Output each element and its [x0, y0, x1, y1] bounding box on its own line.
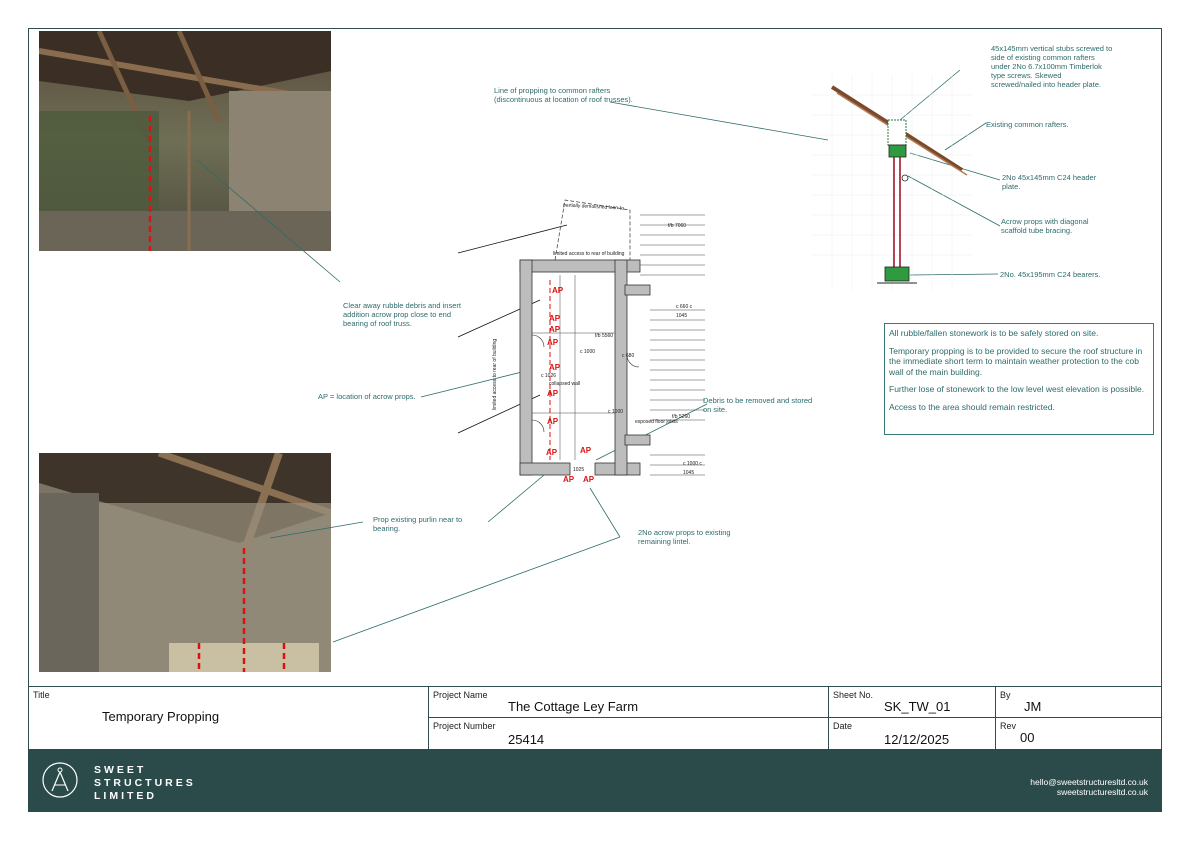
ap-marker: AP — [552, 286, 564, 295]
brand-line: LIMITED — [94, 790, 157, 802]
title-label: Title — [33, 690, 50, 700]
prop-section-detail — [812, 75, 972, 290]
plan-label-dim6: c 1026 — [541, 373, 557, 379]
by-label: By — [1000, 690, 1011, 700]
ap-marker: AP — [583, 475, 595, 484]
brand-line: STRUCTURES — [94, 777, 196, 789]
plan-label-partial-demo: partially demolished lean-to — [562, 202, 625, 212]
plan-label-r1: f/b 7060 — [668, 223, 687, 229]
note-acrow-lintel: 2No acrow props to existing remaining lintel. — [638, 528, 731, 546]
note-bearers: 2No. 45x195mm C24 bearers. — [1000, 270, 1101, 279]
note-paragraph: Access to the area should remain restricted. — [889, 401, 1055, 412]
note-paragraph: Temporary propping is to be provided to secure the roof structure in the immediate short term to maintain weather protection to the cob wall of the main building. — [889, 345, 1143, 377]
plan-label-r3: f/b 5260 — [672, 414, 691, 420]
ap-marker: AP — [580, 446, 592, 455]
project-number-label: Project Number — [433, 721, 496, 731]
ap-marker: AP — [549, 314, 561, 323]
compass-logo-icon — [41, 761, 79, 799]
sheet-no-label: Sheet No. — [833, 690, 874, 700]
ap-marker: AP — [549, 325, 561, 334]
note-ap-location: AP = location of acrow props. — [318, 392, 416, 401]
ap-marker: AP — [547, 389, 559, 398]
sheet-no-value: SK_TW_01 — [884, 699, 951, 714]
rev-value: 00 — [1020, 730, 1035, 745]
note-common-rafters: Existing common rafters. — [986, 120, 1069, 129]
ap-marker: AP — [563, 475, 575, 484]
project-number-cell — [428, 717, 829, 750]
note-acrow-bracing: Acrow props with diagonal scaffold tube bracing. — [1001, 217, 1089, 235]
website-link[interactable]: sweetstructuresltd.co.uk — [1056, 787, 1148, 797]
note-clear-rubble: Clear away rubble debris and insert addition acrow prop close to end bearing of roof truss. — [343, 301, 461, 328]
plan-label-dim7: c 680 — [622, 353, 635, 359]
title-cell — [28, 686, 429, 750]
email-link[interactable]: hello@sweetstructuresltd.co.uk — [1030, 777, 1148, 787]
note-prop-purlin: Prop existing purlin near to bearing. — [373, 515, 463, 533]
contact-info — [1030, 777, 1148, 797]
ap-marker: AP — [549, 363, 561, 372]
brand-line: SWEET — [94, 764, 147, 776]
plan-label-dim3: c 1000 — [608, 409, 624, 415]
note-stubs: 45x145mm vertical stubs screwed to side of existing common rafters under 2No 6.7x100mm Timberlok type screws. Skewed screwed/nailed into header plate. — [991, 44, 1113, 89]
by-value: JM — [1024, 699, 1042, 714]
title-value: Temporary Propping — [102, 709, 220, 724]
plan-label-dim2: c 1000 c 1045 — [683, 461, 702, 476]
project-name-value: The Cottage Ley Farm — [508, 699, 639, 714]
date-label: Date — [833, 721, 853, 731]
plan-label-r2: f/b 5560 — [595, 333, 614, 339]
plan-label-limited-access: limited access to rear of building — [553, 251, 625, 257]
plan-label-exposed-floor: exposed floor joists — [635, 419, 678, 425]
by-cell — [995, 686, 1162, 718]
plan-label-collapsed-wall: collapsed wall — [549, 381, 581, 387]
date-cell — [828, 717, 996, 750]
note-header-plate: 2No 45x145mm C24 header plate. — [1002, 173, 1097, 191]
ap-marker: AP — [547, 338, 559, 347]
sheet-no-cell — [828, 686, 996, 718]
footer-bar — [28, 749, 1162, 812]
project-name-label: Project Name — [433, 690, 488, 700]
project-name-cell — [428, 686, 829, 718]
rev-label: Rev — [1000, 721, 1017, 731]
project-number-value: 25414 — [508, 732, 545, 747]
date-value: 12/12/2025 — [884, 732, 950, 747]
plan-label-dim1: c 660 c 1045 — [676, 304, 693, 319]
plan-label-dim4: c 1000 — [580, 349, 596, 355]
ap-marker: AP — [546, 448, 558, 457]
plan-label-limited-access-side: limited access to rear of building — [492, 338, 499, 411]
ap-marker: AP — [547, 417, 559, 426]
brand-name — [94, 764, 196, 803]
plan-label-dim5: 1025 — [573, 467, 585, 473]
note-debris: Debris to be removed and stored on site. — [703, 396, 813, 414]
note-paragraph: Further lose of stonework to the low level west elevation is possible. — [889, 384, 1145, 394]
rev-cell — [995, 717, 1162, 750]
floor-plan — [505, 195, 705, 495]
note-line-of-propping: Line of propping to common rafters (discontinuous at location of roof trusses). — [494, 86, 633, 104]
general-notes-box — [884, 323, 1154, 435]
note-paragraph: All rubble/fallen stonework is to be safely stored on site. — [889, 328, 1099, 338]
